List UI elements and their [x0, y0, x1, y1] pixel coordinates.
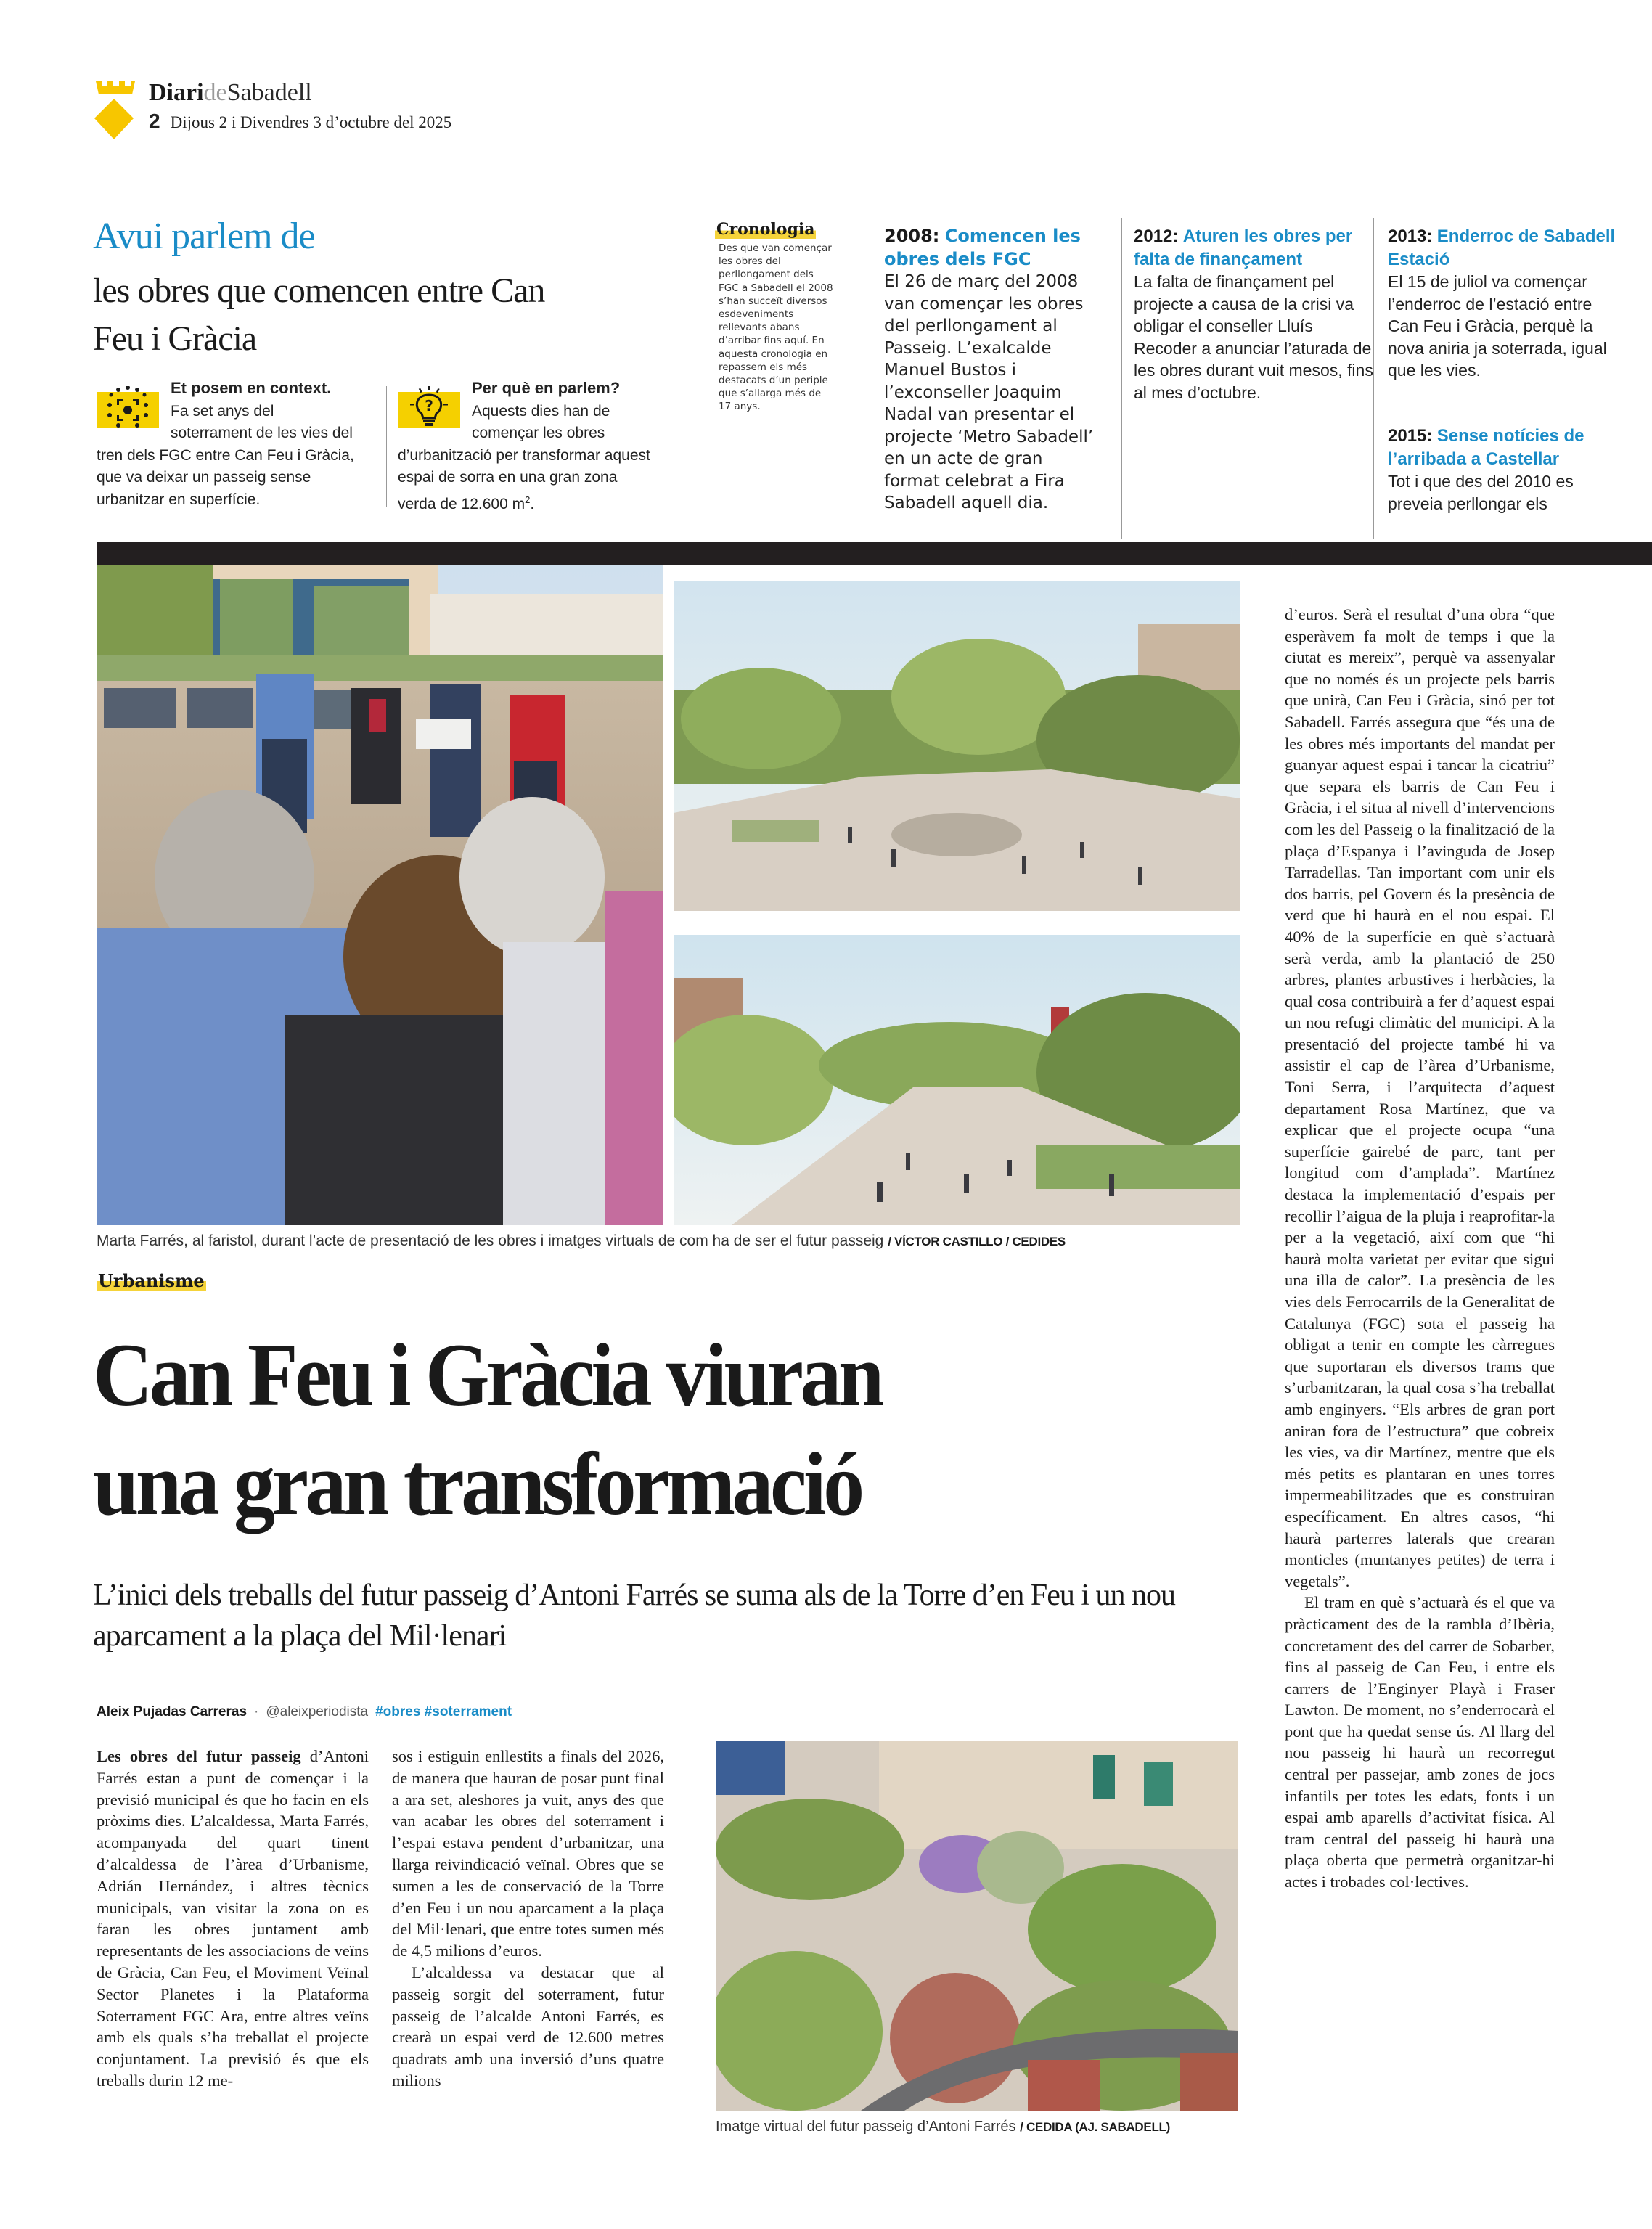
- chronology-entry: [1134, 225, 1373, 404]
- virtual-render-photo-2: [674, 935, 1240, 1225]
- intro-kicker: Avui parlem de: [93, 216, 315, 257]
- lightbulb-question-icon: [398, 386, 460, 428]
- chronology-title: Comencen les obres dels FGC: [884, 226, 1081, 269]
- article-col1-text: d’Antoni Farrés estan a punt de començar i la previsió municipal és que ho facin en els pròxims dies. L’alcaldessa, Marta Farrés, acompanyada del quart tinent d’alcaldessa de l’àrea d’Urbanisme, Adrián Hernández, i altres tècnics municipals, van visitar la zona on es faran les obres juntament amb representants de les associacions de veïns de Gràcia, Can Feu, el Moviment Veïnal Sector Planetes i la Plataforma Soterrament FGC Ara, entre altres veïns amb els quals s’ha treballat el projecte conjuntament. La previsió és que els treballs durin 12 me-: [97, 1747, 369, 2090]
- byline: [97, 1704, 512, 1721]
- headline-line-2: una gran transformació: [93, 1434, 862, 1534]
- page-number: 2: [149, 110, 160, 132]
- aerial-render-photo: [716, 1741, 1238, 2111]
- chronology-title: Sense notícies de l’arribada a Castellar: [1388, 426, 1584, 469]
- photo-credit: / VÍCTOR CASTILLO / CEDIDES: [888, 1235, 1066, 1248]
- chronology-entry: [1388, 425, 1620, 515]
- why-heading: Per què en parlem?: [472, 379, 621, 397]
- section-divider-bar: [97, 542, 1652, 565]
- masthead-name-light: de: [203, 79, 227, 106]
- masthead-name-bold: Diari: [149, 79, 204, 106]
- masthead-title: [149, 78, 312, 107]
- article-column-3: [1285, 604, 1555, 1893]
- chronology-title: Aturen les obres per falta de finançament: [1134, 226, 1353, 269]
- masthead-dateline: [149, 110, 451, 134]
- svg-text:?: ?: [425, 397, 433, 414]
- masthead-name-city: Sabadell: [226, 79, 312, 106]
- subheadline: L’inici dels treballs del futur passeig d’Antoni Farrés se suma als de la Torre d’en Feu i un nou aparcament a la plaça del Mil·lenari: [93, 1579, 1176, 1653]
- presentation-event-photo: [97, 565, 663, 1225]
- chronology-title: Enderroc de Sabadell Estació: [1388, 226, 1616, 269]
- virtual-render-photo-1: [674, 581, 1240, 911]
- chronology-text: El 26 de març del 2008 van començar les obres del perllongament al Passeig. L’exalcalde Manuel Bustos i l’exconseller Joaquim Nadal van presentar el projecte ‘Metro Sabadell’ en un acte de gran format celebrat a Fira Sabadell aquell dia.: [884, 272, 1094, 512]
- diari-de-sabadell-logo-icon: [93, 78, 135, 139]
- chronology-text: El 15 de juliol va començar l’enderroc de l’estació entre Can Feu i Gràcia, perquè la nova aniria ja soterrada, igual que les vies.: [1388, 272, 1607, 380]
- why-text-end: .: [530, 495, 535, 512]
- aerial-caption: [716, 2117, 1170, 2137]
- chronology-year: 2012:: [1134, 226, 1179, 246]
- article-column-2: [392, 1746, 664, 2092]
- chronology-text: Tot i que des del 2010 es preveia perllongar els: [1388, 472, 1574, 513]
- article-column-1: [97, 1746, 369, 2092]
- chronology-intro: Des que van començar les obres del perllongament dels FGC a Sabadell el 2008 s’han succeït diversos esdeveniments rellevants abans d’arribar fins aquí. En aquesta cronologia en repassem els més destacats d’un periple que s’allarga més de 17 anys.: [719, 242, 833, 413]
- chronology-entry: [884, 225, 1102, 515]
- why-box: [398, 377, 655, 515]
- article-col3-paragraph-1: d’euros. Serà el resultat d’una obra “que esperàvem fa molt de temps i que la ciutat es mereix”, perquè va assenyalar que no només és un projecte pels barris que unirà, Can Feu i Gràcia, sinó per tot Sabadell. Farrés assegura que “és una de les obres més importants del mandat per guanyar aquest espai i tancar la cicatriu” que separa els barris de Can Feu i Gràcia, i el situa al nivell d’intervencions com les del Passeig o la finalització de la plaça d’Espanya i l’avinguda de Josep Tarradellas. Tan important com unir els dos barris, pel Govern és la presència de verd que hi haurà en el nou espai. El 40% de la superfície en què s’actuarà serà verda, amb la plantació de 250 arbres, plantes arbustives i herbàcies, la qual cosa contribuirà a fer d’aquest espai un nou refugi climàtic del municipi. A la presentació del projecte també hi va assistir el cap de l’àrea d’Urbanisme, Toni Serra, i l’arquitecta d’aquest departament Rosa Martínez, que va explicar que el projecte ocupa “una superfície gairebé de parc, tant per longitud com d’amplada”. Martínez destaca la implementació d’espais per recollir l’aigua de la pluja i reaprofitar-la per a la vegetació, així com que “hi haurà molta varietat per evitar que sigui una illa de calor”. La presència de les vies dels Ferrocarrils de la Generalitat de Catalunya (FGC) sota el passeig ha obligat a tenir en compte les càrregues que suportaran els diversos trams que s’urbanitzaran, la qual cosa s’ha treballat amb enginyers. “Els arbres de gran port aniran fora de l’estructura” que cobreix les vies, va dir Martínez, mentre que els més petits es plantaran en unes torres impermeabilitzades que es construiran específicament. En altres casos, “hi haurà parterres laterals que crearan monticles (muntanyes petites) de terra i vegetals”.: [1285, 605, 1555, 1590]
- author-handle[interactable]: @aleixperiodista: [266, 1704, 369, 1719]
- author-name: Aleix Pujadas Carreras: [97, 1704, 248, 1719]
- issue-date: Dijous 2 i Divendres 3 d’octubre del 2025: [170, 113, 452, 131]
- context-heading: Et posem en context.: [171, 379, 332, 397]
- headline: [93, 1321, 1161, 1539]
- chronology-entry: [1388, 225, 1620, 382]
- intro-topic: les obres que comencen entre Can Feu i Gràcia: [93, 271, 545, 358]
- chronology-year: 2015:: [1388, 426, 1433, 446]
- focus-target-icon: [97, 386, 159, 428]
- article-col3-paragraph-2: El tram en què s’actuarà és el que va pràcticament des de la rambla d’Ibèria, concretament des del carrer de Sobarber, fins al passeig de Can Feu, i entre els carrers de l’Enginyer Playà i Fraser Lawton. De moment, no s’enderrocarà el pont que ha quedat sense ús. Al llarg del nou passeig hi haurà un recorregut central per passejar, amb zones de jocs infantils per totes les edats, fonts i un espai amb aparells d’activitat física. Al tram central del passeig hi haurà una plaça oberta que permetrà organitzar-hi actes i trobades col·lectives.: [1285, 1593, 1555, 1891]
- aerial-caption-text: Imatge virtual del futur passeig d’Antoni Farrés: [716, 2119, 1016, 2135]
- context-text: Fa set anys del soterrament de les vies del tren dels FGC entre Can Feu i Gràcia, que va deixar un passeig sense urbanitzar en superfície.: [97, 402, 354, 508]
- chronology-divider: [1121, 218, 1122, 539]
- article-col2-paragraph-1: sos i estiguin enllestits a finals del 2026, de manera que hauran de posar punt final a ara set, aleshores ja vuit, anys des que van acabar les obres del soterrament i l’espai estava pendent d’urbanitzar, una llarga reivindicació veïnal. Obres que se sumen a les de conservació de la Torre d’en Feu i un nou aparcament a la plaça del Mil·lenari, que entre totes sumen més de 4,5 milions d’euros.: [392, 1747, 664, 1960]
- why-text: Aquests dies han de començar les obres d’urbanització per transformar aquest espai de sorra en una gran zona verda de 12.600 m: [398, 402, 650, 512]
- byline-separator: ·: [254, 1704, 259, 1719]
- chronology-year: 2013:: [1388, 226, 1433, 246]
- section-tag: Urbanisme: [98, 1270, 205, 1291]
- why-unit-superscript: 2: [525, 494, 531, 505]
- chronology-text: La falta de finançament pel projecte a causa de la crisi va obligar el conseller Lluís Recoder a anunciar l’aturada de les obres durant vuit mesos, fins al mes d’octubre.: [1134, 272, 1373, 402]
- context-box: [97, 377, 358, 511]
- photo-caption-text: Marta Farrés, al faristol, durant l’acte de presentació de les obres i imatges virtuals de com ha de ser el futur passeig: [97, 1232, 884, 1249]
- article-lead: Les obres del futur passeig: [97, 1747, 301, 1765]
- chronology-label: Cronologia: [716, 220, 815, 239]
- chronology-divider: [1373, 218, 1374, 539]
- photo-caption: [97, 1232, 1066, 1251]
- headline-line-1: Can Feu i Gràcia viuran: [93, 1325, 881, 1425]
- aerial-credit: / CEDIDA (AJ. SABADELL): [1020, 2120, 1170, 2134]
- article-col2-paragraph-2: L’alcaldessa va destacar que al passeig sorgit del soterrament, futur passeig de l’alcalde Antoni Farrés, es crearà un espai verd de 12.600 metres quadrats amb una inversió d’uns quatre milions: [392, 1963, 664, 2090]
- article-tags[interactable]: #obres #soterrament: [375, 1704, 512, 1719]
- context-divider: [386, 386, 387, 507]
- chronology-year: 2008:: [884, 226, 940, 246]
